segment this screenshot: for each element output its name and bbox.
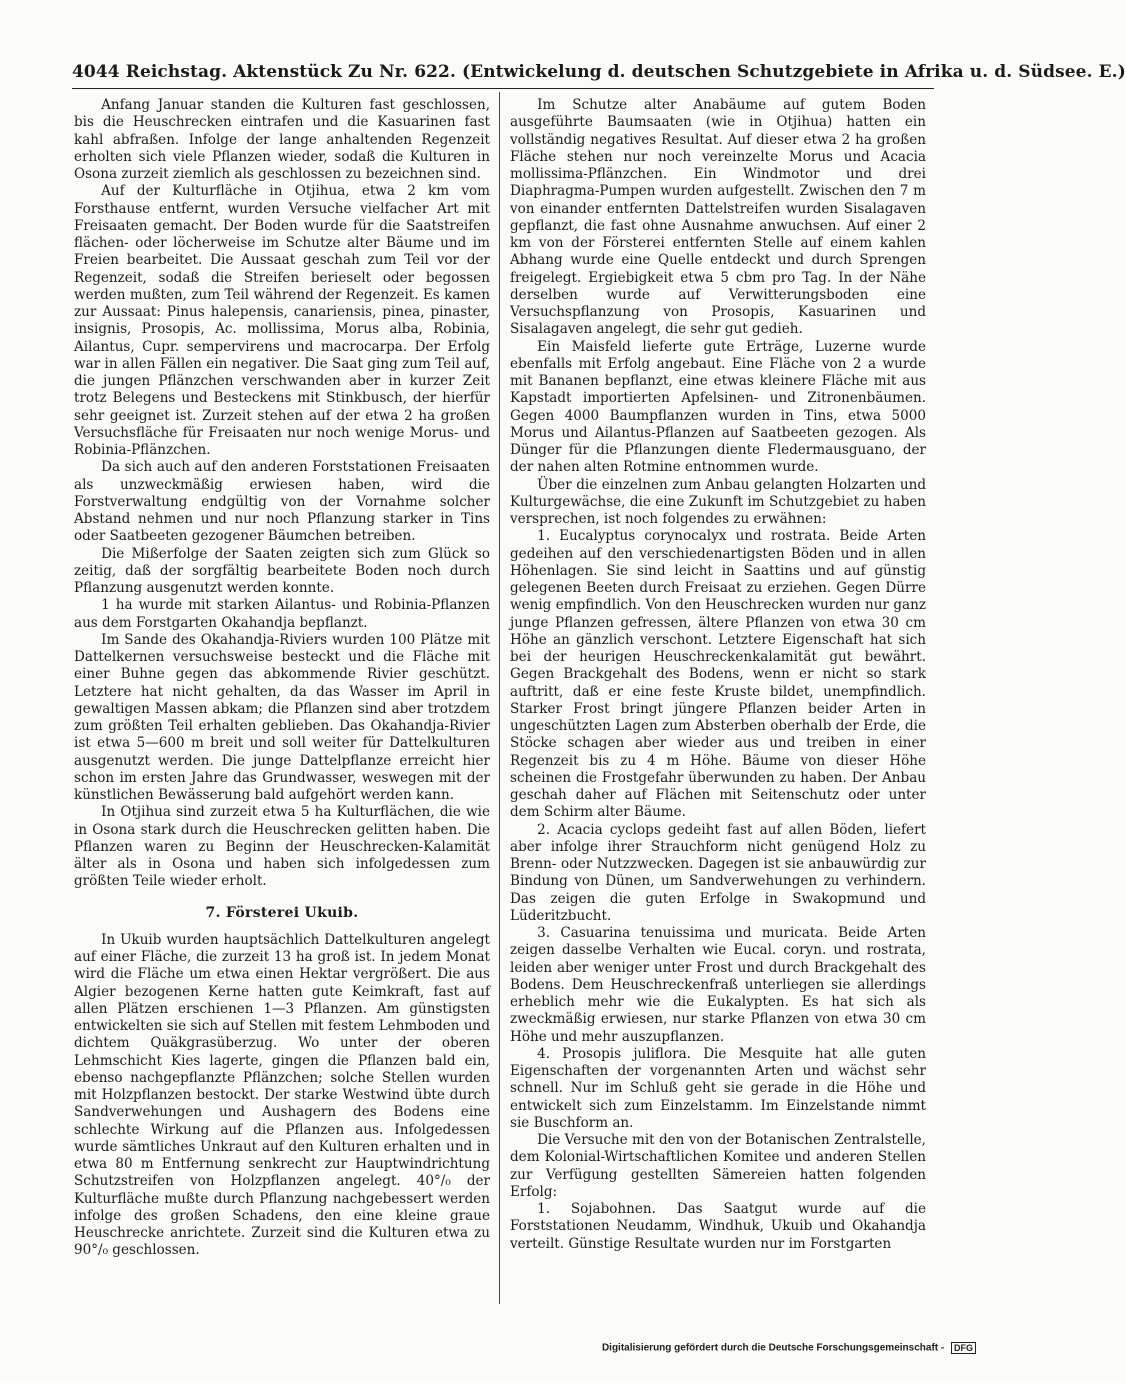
list-item: 3. Casuarina tenuissima und muricata. Beide Arten zeigen dasselbe Verhalten wie Eucal. coryn. und rostrata, leiden aber weniger unter Frost und durch Brackgehalt des Bodens. Dem Heuschreckenfraß unterliegen sie allerdings erheblich mehr wie die Eukalypten. Es hat sich als zweckmäßig erwiesen, nur starke Pflanzen von etwa 30 cm Höhe und mehr auszupflanzen. xyxy=(510,925,926,1045)
paragraph: Die Mißerfolge der Saaten zeigten sich zum Glück so zeitig, daß der sorgfältig bearbeitete Boden noch durch Pflanzung ausgenutzt werden konnte. xyxy=(74,545,490,596)
paragraph: Ein Maisfeld lieferte gute Erträge, Luzerne wurde ebenfalls mit Erfolg angebaut. Eine Fläche von 2 a wurde mit Bananen bepflanzt, eine etwas kleinere Fläche mit aus Kapstadt importierten Apfelsinen- und Zitronenbäumen. Gegen 4000 Baumpflanzen wurden in Tins, etwa 5000 Morus und Ailantus-Pflanzen auf Saatbeeten gezogen. Als Dünger für die Pflanzungen diente Fledermausguano, der der nahen alten Rotmine entnommen wurde. xyxy=(510,338,926,476)
paragraph: 1 ha wurde mit starken Ailantus- und Robinia-Pflanzen aus dem Forstgarten Okahandja bepflanzt. xyxy=(74,597,490,631)
list-item: 4. Prosopis juliflora. Die Mesquite hat alle guten Eigenschaften der vorgenannten Arten und wächst sehr schnell. Nur im Schluß geht sie gerade in die Höhe und entwickelt sich zum Einzelstamm. Im Einzelstande nimmt sie Buschform an. xyxy=(510,1045,926,1131)
section-heading: 7. Försterei Ukuib. xyxy=(205,904,359,921)
list-item: 1. Sojabohnen. Das Saatgut wurde auf die Forststationen Neudamm, Windhuk, Ukuib und Okahandja verteilt. Günstige Resultate wurden nur im Forstgarten xyxy=(510,1201,926,1252)
header-title: 4044 Reichstag. Aktenstück Zu Nr. 622. (Entwickelung d. deutschen Schutzgebiete in Afrika u. d. Südsee. E.) xyxy=(72,62,1126,82)
dfg-logo: DFG xyxy=(951,1342,976,1354)
paragraph: Im Schutze alter Anabäume auf gutem Boden ausgeführte Baumsaaten (wie in Otjihua) hatten ein vollständig negatives Resultat. Auf dieser etwa 2 ha großen Fläche stehen nur noch vereinzelte Morus und Acacia mollissima-Pflänzchen. Ein Windmotor und drei Diaphragma-Pumpen wurden aufgestellt. Zwischen den 7 m von einander entfernten Dattelstreifen wurden Sisalagaven gepflanzt, die fast ohne Ausnahme anwuchsen. Auf einer 2 km von der Försterei entfernten Stelle auf einem kahlen Abhang wurde eine Quelle entdeckt und durch Sprengen freigelegt. Ergiebigkeit etwa 5 cbm pro Tag. In der Nähe derselben wurde auf Verwitterungsboden eine Versuchspflanzung von Prosopis, Kasuarinen und Sisalagaven angelegt, die sehr gut gedieh. xyxy=(510,97,926,338)
left-column xyxy=(74,97,490,1307)
header-rule xyxy=(72,88,934,89)
right-column xyxy=(510,97,926,1322)
page-header xyxy=(72,62,1126,82)
paragraph: In Ukuib wurden hauptsächlich Dattelkulturen angelegt auf einer Fläche, die zurzeit 13 ha groß ist. In jedem Monat wird die Fläche um etwa einen Hektar vergrößert. Die aus Algier bezogenen Kerne hatten gute Keimkraft, fast auf allen Plätzen erschienen 1—3 Pflanzen. Am günstigsten entwickelten sie sich auf Stellen mit festem Lehmboden und dichtem Quäkgrasüberzug. Wo unter der oberen Lehmschicht Kies lagerte, gingen die Pflanzen bald ein, ebenso nachgepflanzte Pflänzchen; solche Stellen wurden mit Holzpflanzen bestockt. Der starke Westwind übte durch Sandverwehungen und Aushagern des Bodens eine schlechte Wirkung auf die Pflanzen aus. Infolgedessen wurde sämtliches Unkraut auf den Kulturen erhalten und in etwa 80 m Entfernung senkrecht zur Hauptwindrichtung Schutzstreifen von Holzpflanzen angelegt. 40°/₀ der Kulturfläche mußte durch Pflanzung nachgebessert werden infolge des großen Schadens, den eine kleine graue Heuschrecke anrichtete. Zurzeit sind die Kulturen etwa zu 90°/₀ geschlossen. xyxy=(74,931,490,1259)
footer-text: Digitalisierung gefördert durch die Deutsche Forschungsgemeinschaft - xyxy=(601,1342,945,1354)
paragraph: Über die einzelnen zum Anbau gelangten Holzarten und Kulturgewächse, die eine Zukunft im Schutzgebiet zu haben versprechen, ist noch folgendes zu erwähnen: xyxy=(510,476,926,527)
paragraph: Die Versuche mit den von der Botanischen Zentralstelle, dem Kolonial-Wirtschaftlichen Komitee und anderen Stellen zur Verfügung gestellten Sämereien hatten folgenden Erfolg: xyxy=(510,1132,926,1200)
column-divider xyxy=(499,92,500,1304)
paragraph: Im Sande des Okahandja-Riviers wurden 100 Plätze mit Dattelkernen versuchsweise besteckt und die Fläche mit einer Buhne gegen das abkommende Rivier geschützt. Letztere hat nicht gehalten, da das Wasser im April in gewaltigen Massen abkam; die Pflanzen sind aber trotzdem zum größten Teil erhalten geblieben. Das Okahandja-Rivier ist etwa 5—600 m breit und soll weiter für Dattelkulturen ausgenutzt werden. Die junge Dattelpflanze erreicht hier schon im ersten Jahre das Grundwasser, weswegen mit der künstlichen Bewässerung bald aufgehört werden kann. xyxy=(74,631,490,803)
paragraph: Da sich auch auf den anderen Forststationen Freisaaten als unzweckmäßig erwiesen haben, wird die Forstverwaltung endgültig von der Vornahme solcher Abstand nehmen und nur noch Pflanzung starker in Tins oder Saatbeeten gezogener Bäumchen betreiben. xyxy=(74,459,490,545)
list-item: 1. Eucalyptus corynocalyx und rostrata. Beide Arten gedeihen auf den verschiedenartigsten Böden und in allen Höhenlagen. Sie sind leicht in Saattins und auf günstig gelegenen Beeten durch Freisaat zu erziehen. Gegen Dürre wenig empfindlich. Von den Heuschrecken wurden nur ganz junge Pflanzen gefressen, ältere Pflanzen von etwa 30 cm Höhe an gänzlich verschont. Letztere Eigenschaft hat sich bei der heurigen Heuschreckenkalamität gut bewährt. Gegen Brackgehalt des Bodens, wenn er nicht so stark auftritt, daß er eine feste Kruste bildet, unempfindlich. Starker Frost bringt jüngere Pflanzen beider Arten in ungeschützten Lagen zum Absterben oberhalb der Erde, die Stöcke schagen aber wieder aus und treiben in einer Regenzeit bis zu 4 m Höhe. Bäume von dieser Höhe scheinen die Frostgefahr überwunden zu haben. Der Anbau geschah daher auf Flächen mit Seitenschutz oder unter dem Schirm alter Bäume. xyxy=(510,528,926,821)
paragraph: In Otjihua sind zurzeit etwa 5 ha Kulturflächen, die wie in Osona stark durch die Heuschrecken gelitten haben. Die Pflanzen waren zu Beginn der Heuschrecken-Kalamität älter als in Osona und haben sich infolgedessen zum größten Teile wieder erholt. xyxy=(74,804,490,890)
paragraph: Auf der Kulturfläche in Otjihua, etwa 2 km vom Forsthause entfernt, wurden Versuche vielfacher Art mit Freisaaten gemacht. Der Boden wurde für die Saatstreifen flächen- oder löcherweise im Schutze alter Bäume und im Freien bearbeitet. Die Aussaat geschah zum Teil vor der Regenzeit, sodaß die Streifen berieselt oder begossen werden mußten, zum Teil während der Regenzeit. Es kamen zur Aussaat: Pinus halepensis, canariensis, pinea, pinaster, insignis, Prosopis, Ac. mollissima, Morus alba, Robinia, Ailantus, Cupr. sempervirens und macrocarpa. Der Erfolg war in allen Fällen ein negativer. Die Saat ging zum Teil auf, die jungen Pflänzchen verschwanden aber in kurzer Zeit trotz Belegens und Besteckens mit Stinkbusch, der hierfür sehr geeignet ist. Zurzeit stehen auf der etwa 2 ha großen Versuchsfläche für Freisaaten nur noch wenige Morus- und Robinia-Pflänzchen. xyxy=(74,183,490,458)
list-item: 2. Acacia cyclops gedeiht fast auf allen Böden, liefert aber infolge ihrer Strauchform nicht genügend Holz zu Brenn- oder Nutzzwecken. Dagegen ist sie anbauwürdig zur Bindung von Dünen, um Sandverwehungen zu verhindern. Das zeigen die guten Erfolge in Swakopmund und Lüderitzbucht. xyxy=(510,821,926,924)
paragraph: Anfang Januar standen die Kulturen fast geschlossen, bis die Heuschrecken eintrafen und die Kasuarinen fast kahl abfraßen. Infolge der lange anhaltenden Regenzeit erholten sich viele Pflanzen wieder, sodaß die Kulturen in Osona zurzeit ziemlich als geschlossen zu bezeichnen sind. xyxy=(74,97,490,182)
digitization-footer xyxy=(602,1342,976,1354)
